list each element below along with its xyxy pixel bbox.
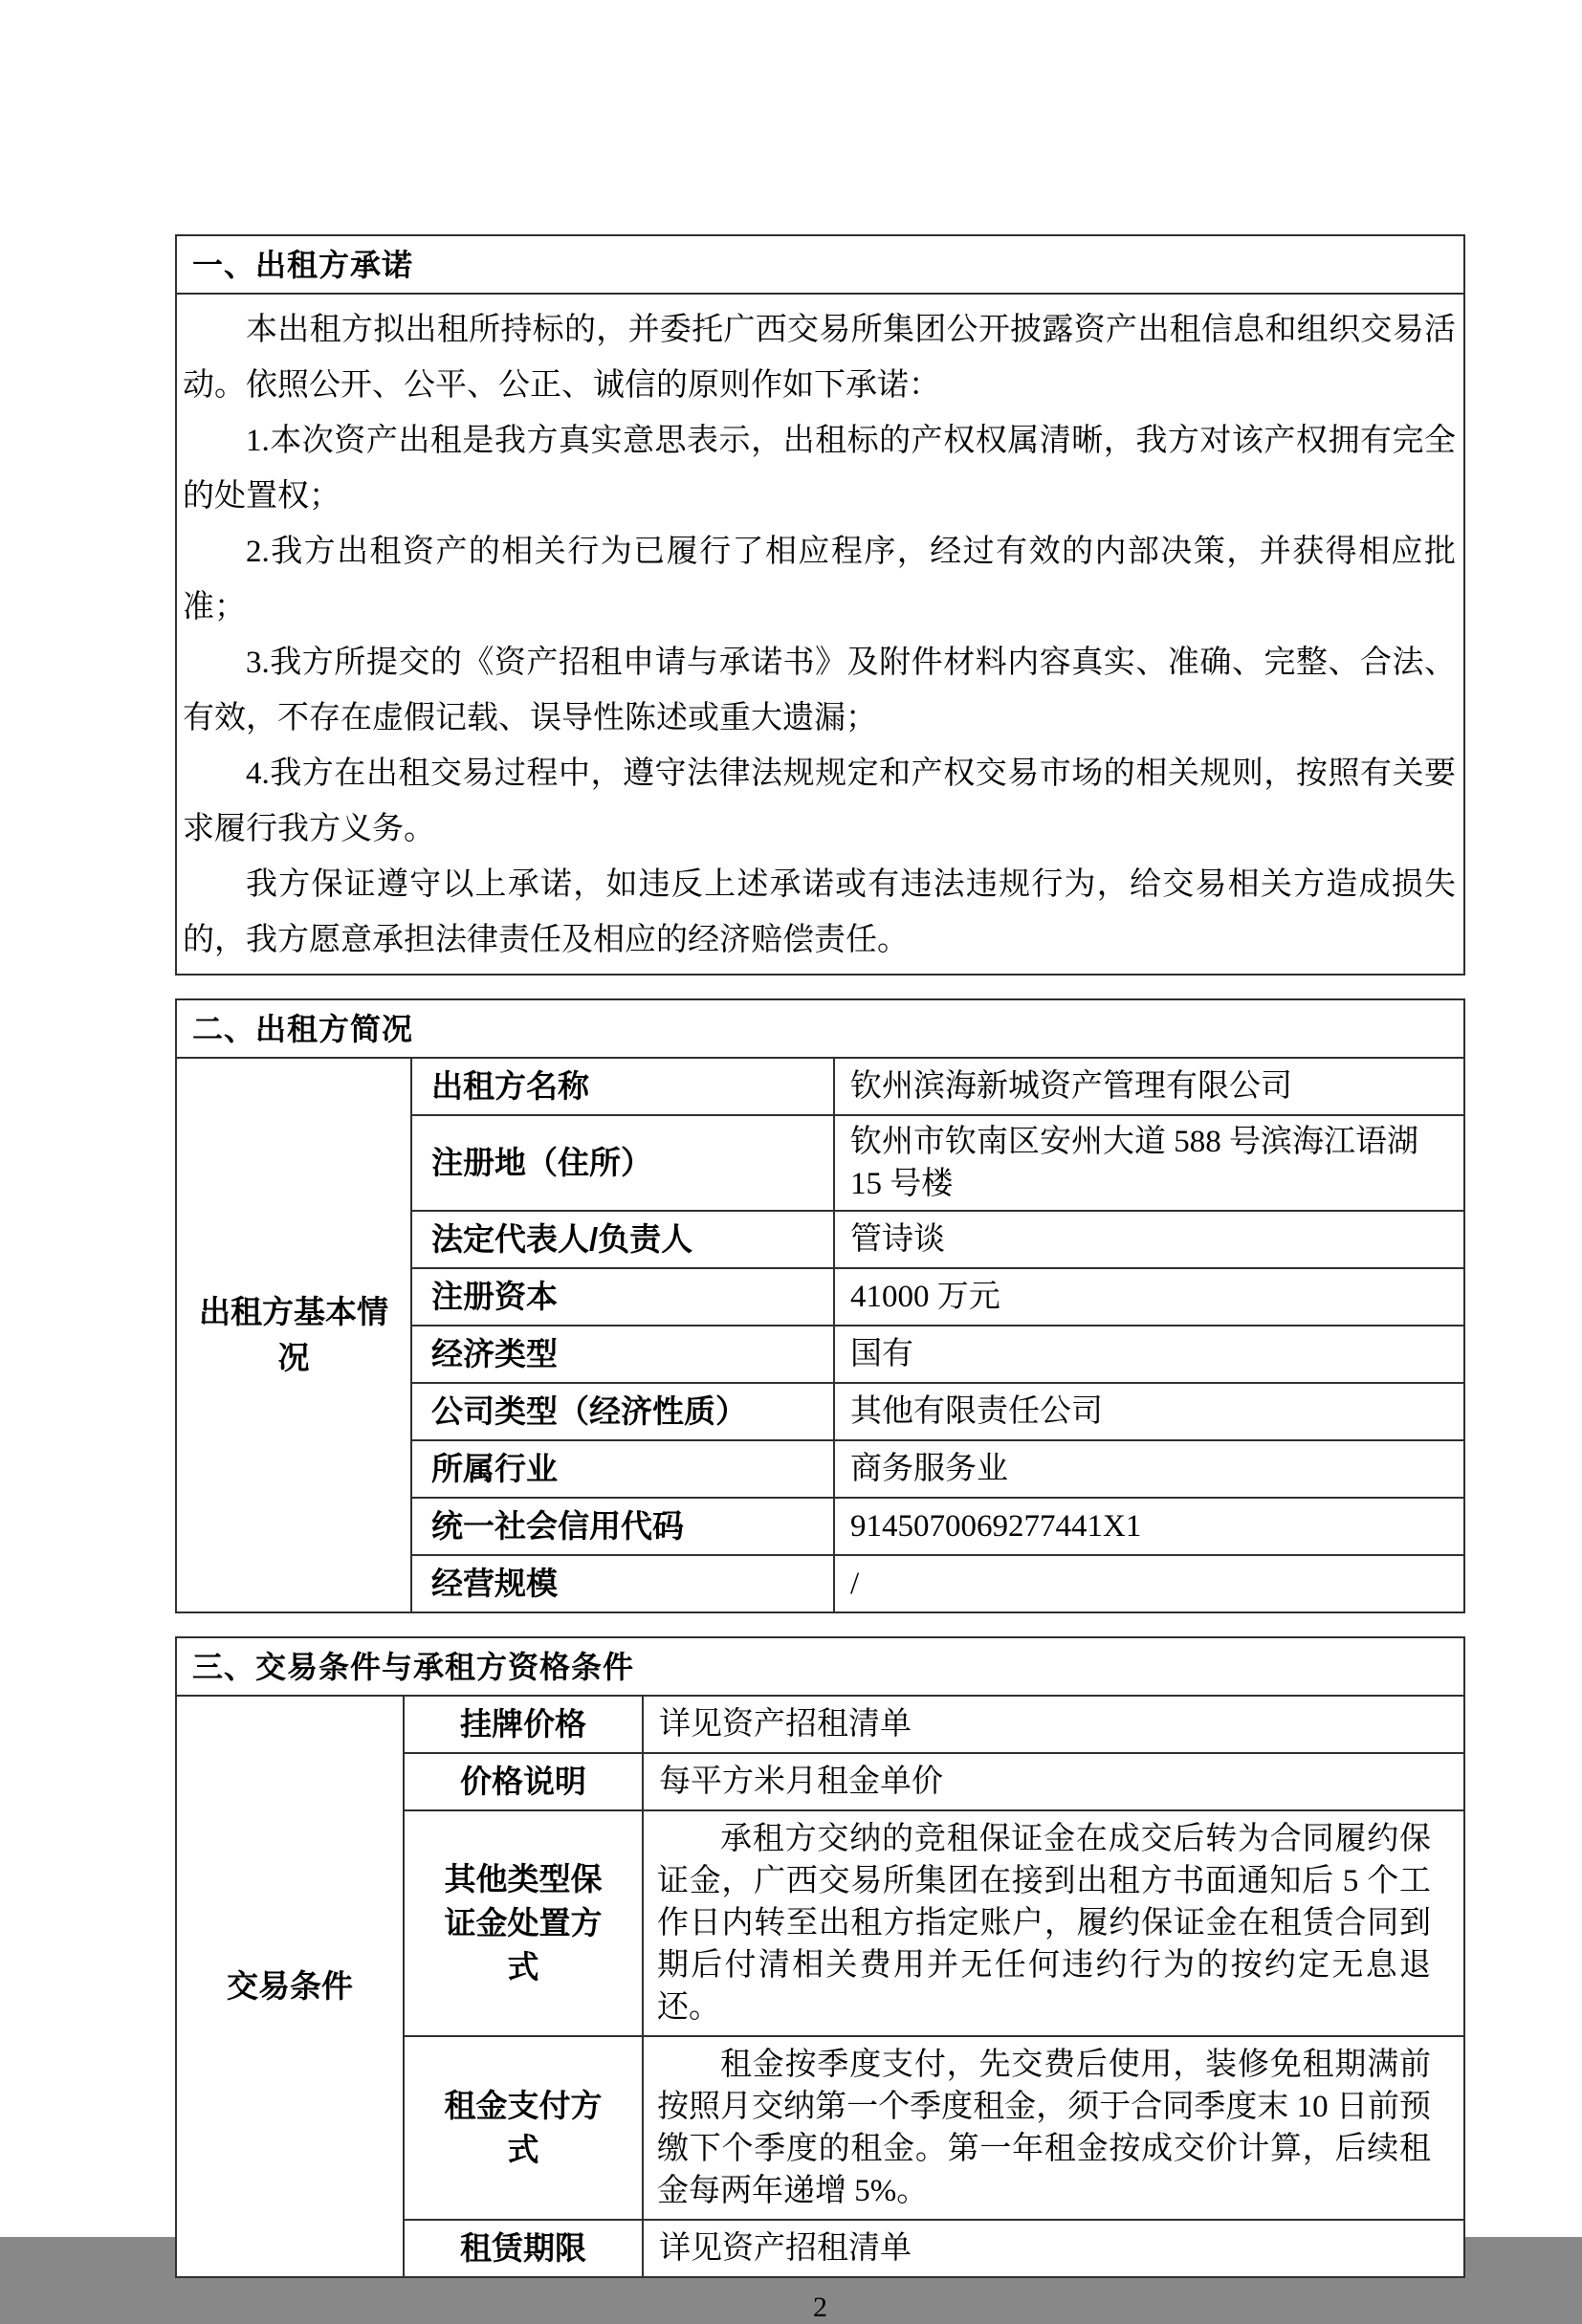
row-lessor-name <box>412 1059 1463 1116</box>
value-cell: 管诗谈 <box>850 1222 945 1257</box>
label-cell: 法定代表人/负责人 <box>412 1212 835 1267</box>
section-trade-conditions <box>175 1636 1465 2278</box>
label-cell: 经济类型 <box>412 1326 835 1382</box>
lessor-profile-table <box>177 1059 1463 1611</box>
commitment-paragraph: 3.我方所提交的《资产招租申请与承诺书》及附件材料内容真实、准确、完整、合法、有效，不存在虚假记载、误导性陈述或重大遗漏； <box>183 646 1456 735</box>
row-price-note <box>405 1754 1463 1811</box>
row-rent-payment <box>405 2037 1463 2221</box>
value-cell: 每平方米月租金单价 <box>659 1765 943 1799</box>
label-cell: 租金支付方式 <box>405 2037 644 2219</box>
label-cell: 公司类型（经济性质） <box>412 1384 835 1439</box>
label-cell: 注册地（住所） <box>412 1116 835 1210</box>
section-lessor-commitment <box>175 234 1465 976</box>
page-number: 2 <box>813 2291 827 2323</box>
value-cell: 9145070069277441X1 <box>850 1509 1142 1544</box>
row-economic-type <box>412 1326 1463 1384</box>
section3-title: 三、交易条件与承租方资格条件 <box>177 1638 1463 1697</box>
section2-title: 二、出租方简况 <box>177 1000 1463 1059</box>
trade-conditions-table <box>177 1697 1463 2276</box>
row-listing-price <box>405 1697 1463 1754</box>
row-registered-address <box>412 1116 1463 1212</box>
value-cell: 钦州滨海新城资产管理有限公司 <box>850 1069 1292 1104</box>
row-group-label: 出租方基本情况 <box>177 1059 412 1611</box>
section1-title: 一、出租方承诺 <box>177 236 1463 295</box>
value-cell: 国有 <box>850 1337 913 1371</box>
value-cell: / <box>850 1567 860 1601</box>
row-lease-term <box>405 2221 1463 2276</box>
row-company-type <box>412 1384 1463 1441</box>
section1-body <box>177 295 1463 974</box>
label-cell: 出租方名称 <box>412 1059 835 1114</box>
section-lessor-profile <box>175 998 1465 1613</box>
commitment-paragraph: 本出租方拟出租所持标的，并委托广西交易所集团公开披露资产出租信息和组织交易活动。依照公开、公平、公正、诚信的原则作如下承诺： <box>183 313 1456 403</box>
commitment-paragraph: 2.我方出租资产的相关行为已履行了相应程序，经过有效的内部决策，并获得相应批准； <box>183 535 1456 625</box>
value-cell: 详见资产招租清单 <box>659 2231 912 2266</box>
row-legal-representative <box>412 1212 1463 1269</box>
value-cell: 承租方交纳的竞租保证金在成交后转为合同履约保证金，广西交易所集团在接到出租方书面通知后 5 个工作日内转至出租方指定账户，履约保证金在租赁合同到期后付清相关费用并无任何违约行为的按约定无息退还。 <box>657 1822 1431 2025</box>
value-cell: 钦州市钦南区安州大道 588 号滨海江语湖 15 号楼 <box>850 1125 1418 1201</box>
row-credit-code <box>412 1499 1463 1556</box>
label-cell: 经营规模 <box>412 1556 835 1611</box>
value-cell: 商务服务业 <box>850 1452 1008 1486</box>
lessor-profile-rows <box>412 1059 1463 1611</box>
label-cell: 所属行业 <box>412 1441 835 1497</box>
row-industry <box>412 1441 1463 1499</box>
value-cell: 41000 万元 <box>850 1280 1000 1314</box>
commitment-paragraph: 我方保证遵守以上承诺，如违反上述承诺或有违法违规行为，给交易相关方造成损失的，我方愿意承担法律责任及相应的经济赔偿责任。 <box>183 867 1456 957</box>
label-cell: 注册资本 <box>412 1269 835 1325</box>
value-cell: 其他有限责任公司 <box>850 1394 1103 1429</box>
label-cell: 其他类型保证金处置方式 <box>405 1811 644 2035</box>
value-cell: 租金按季度支付，先交费后使用，装修免租期满前按照月交纳第一个季度租金，须于合同季度末 10 日前预缴下个季度的租金。第一年租金按成交价计算，后续租金每两年递增 5%。 <box>657 2048 1431 2208</box>
row-business-scale <box>412 1556 1463 1611</box>
trade-conditions-rows <box>405 1697 1463 2276</box>
label-cell: 挂牌价格 <box>405 1697 644 1752</box>
label-cell: 租赁期限 <box>405 2221 644 2276</box>
label-cell: 统一社会信用代码 <box>412 1499 835 1554</box>
row-group-label: 交易条件 <box>177 1697 405 2276</box>
commitment-paragraph: 4.我方在出租交易过程中，遵守法律法规规定和产权交易市场的相关规则，按照有关要求履行我方义务。 <box>183 756 1456 846</box>
row-registered-capital <box>412 1269 1463 1326</box>
value-cell: 详见资产招租清单 <box>659 1707 912 1742</box>
commitment-paragraph: 1.本次资产出租是我方真实意思表示，出租标的产权权属清晰，我方对该产权拥有完全的处置权； <box>183 424 1456 514</box>
row-deposit-handling <box>405 1811 1463 2037</box>
label-cell: 价格说明 <box>405 1754 644 1809</box>
